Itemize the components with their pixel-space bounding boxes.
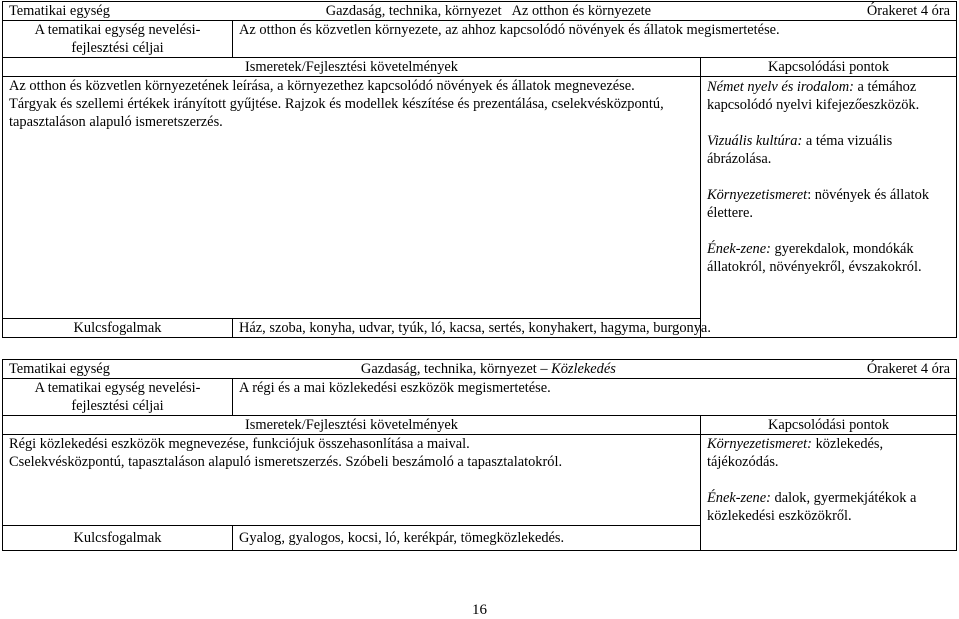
block2-link-1: Ének-zene: dalok, gyermekjátékok a közlekedési eszközökről. — [707, 490, 917, 524]
block2-hours: Órakeret 4 óra — [866, 361, 951, 377]
block1-unit-label: Tematikai egység — [9, 3, 110, 19]
block2-content-row — [3, 435, 957, 526]
block2-key-label: Kulcsfogalmak — [3, 526, 233, 551]
block1-col-header-row — [3, 58, 957, 77]
block2-goals-row — [3, 379, 957, 416]
block1-req-p1: Az otthon és közvetlen környezetének leírása, a környezethez kapcsolódó növények és állatok megnevezése. — [9, 78, 635, 94]
block1-key-label: Kulcsfogalmak — [3, 319, 233, 338]
block2-goals-label: A tematikai egység nevelési-fejlesztési céljai — [3, 379, 233, 416]
block1-link-2: Környezetismeret: növények és állatok élettere. — [707, 187, 930, 221]
block2-req-p2: Cselekvésközpontú, tapasztaláson alapuló ismeretszerzés. Szóbeli beszámoló a tapasztalatokról. — [9, 454, 563, 470]
block2-header-row — [3, 360, 957, 379]
block2-table — [2, 359, 957, 551]
block1-req-p2: Tárgyak és szellemi értékek irányított gyűjtése. Rajzok és modellek készítése és prezentálása, cselekvésközpontú, tapasztaláson alapuló ismeretszerzés. — [9, 96, 664, 130]
block1-requirements — [3, 77, 701, 319]
block2-links — [701, 435, 957, 551]
block1-table — [2, 1, 957, 338]
block1-content-row — [3, 77, 957, 319]
block2-unit-label: Tematikai egység — [9, 361, 110, 377]
block1-col-links: Kapcsolódási pontok — [701, 58, 957, 77]
block2-col-req: Ismeretek/Fejlesztési követelmények — [3, 416, 701, 435]
block1-col-req: Ismeretek/Fejlesztési követelmények — [3, 58, 701, 77]
page-number: 16 — [472, 602, 487, 618]
block2-goals-text: A régi és a mai közlekedési eszközök megismertetése. — [233, 379, 957, 416]
block2-col-links: Kapcsolódási pontok — [701, 416, 957, 435]
block1-links — [701, 77, 957, 338]
block1-goals-text: Az otthon és közvetlen környezete, az ahhoz kapcsolódó növények és állatok megismertetése. — [233, 21, 957, 58]
block1-hours: Órakeret 4 óra — [866, 3, 951, 19]
block1-unit-title: Gazdaság, technika, környezet Az otthon és környezete — [325, 3, 652, 19]
block1-key-text: Ház, szoba, konyha, udvar, tyúk, ló, kacsa, sertés, konyhakert, hagyma, burgonya. — [233, 319, 701, 338]
block2-req-p1: Régi közlekedési eszközök megnevezése, funkciójuk összehasonlítása a maival. — [9, 436, 470, 452]
block1-goals-row — [3, 21, 957, 58]
block2-key-text: Gyalog, gyalogos, kocsi, ló, kerékpár, tömegközlekedés. — [233, 526, 701, 551]
block1-link-0: Német nyelv és irodalom: a témához kapcsolódó nyelvi kifejezőeszközök. — [707, 79, 920, 113]
block2-col-header-row — [3, 416, 957, 435]
block1-goals-label: A tematikai egység nevelési-fejlesztési céljai — [3, 21, 233, 58]
block2-requirements — [3, 435, 701, 526]
block1-link-3: Ének-zene: gyerekdalok, mondókák állatokról, növényekről, évszakokról. — [707, 241, 922, 275]
block1-header-row — [3, 2, 957, 21]
block1-link-1: Vizuális kultúra: a téma vizuális ábrázolása. — [707, 133, 893, 167]
block2-unit-title: Gazdaság, technika, környezet – Közlekedés — [360, 361, 616, 377]
block2-link-0: Környezetismeret: közlekedés, tájékozódás. — [707, 436, 884, 470]
